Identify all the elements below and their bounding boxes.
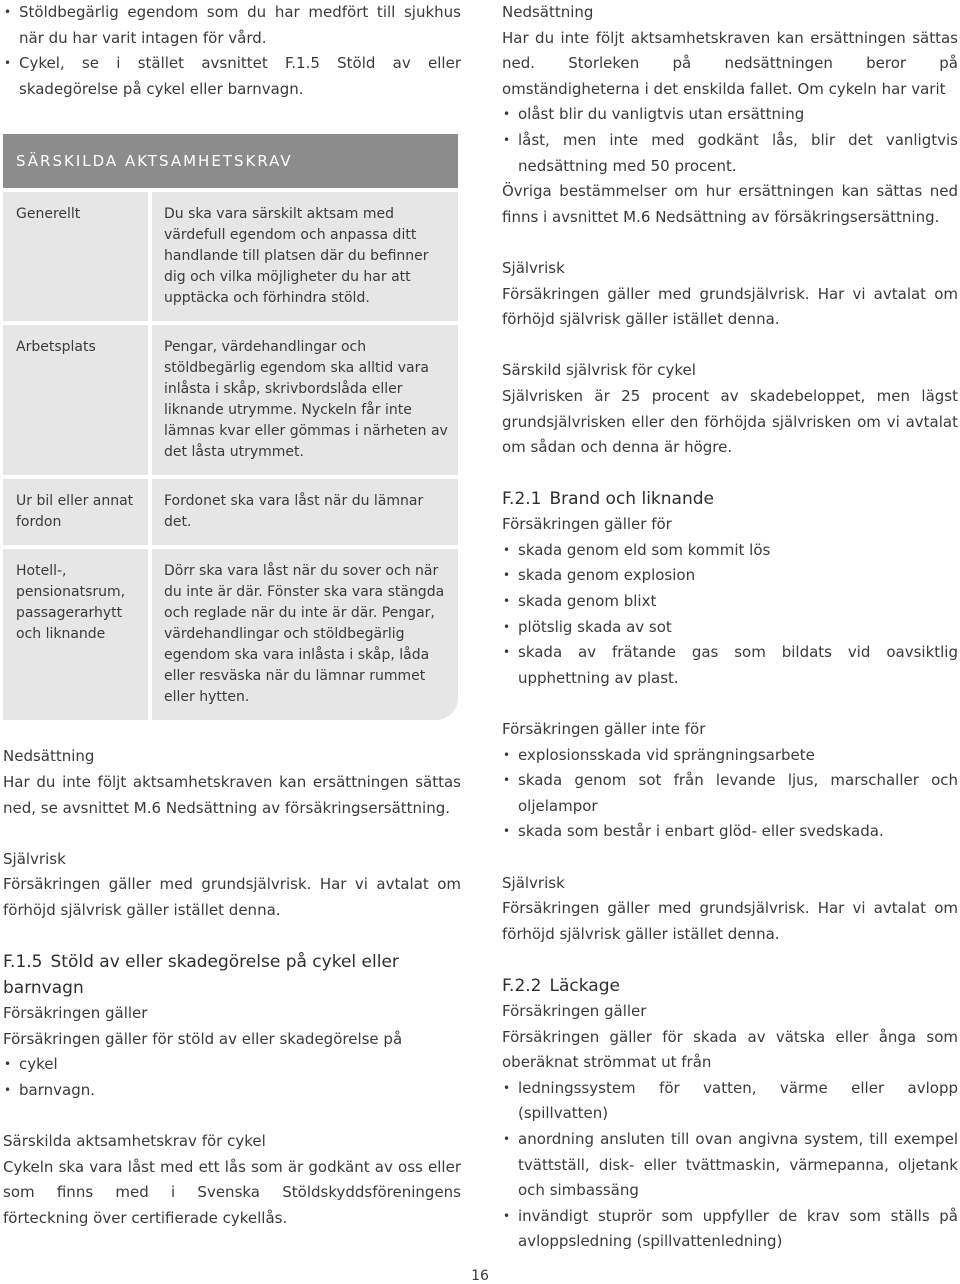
panel-row-text: Fordonet ska vara låst när du lämnar det. xyxy=(164,493,424,531)
paragraph: Försäkringen gäller för stöld av eller skadegörelse på xyxy=(3,1029,403,1048)
panel-row-label: Ur bil eller annat fordon xyxy=(3,479,152,545)
paragraph: Cykeln ska vara låst med ett lås som är godkänt av oss eller som finns med i Svenska Stöldskyddsföreningens förteckning över certifierade cykellås. xyxy=(3,1157,461,1227)
panel-title: SÄRSKILDA AKTSAMHETSKRAV xyxy=(3,134,458,188)
panel-row-text: Pengar, värdehandlingar och stöldbegärlig egendom ska alltid vara inlåsta i skåp, skrivbordslåda eller liknande utrymme. Nyckeln får inte lämnas kvar eller gömmas i närheten av det låsta utrymmet. xyxy=(164,339,448,461)
bullet-list xyxy=(502,538,958,692)
paragraph: Försäkringen gäller med grundsjälvrisk. Har vi avtalat om förhöjd självrisk gäller istället denna. xyxy=(502,284,958,329)
section-heading xyxy=(3,949,461,1001)
subheading: Särskild självrisk för cykel xyxy=(502,361,696,380)
list-item: • anordning ansluten till ovan angivna system, till exempel tvättställ, disk- eller tvättmaskin, värmepanna, oljetank och simbassäng xyxy=(502,1127,958,1204)
list-item: • skada som består i enbart glöd- eller svedskada. xyxy=(502,819,958,845)
paragraph: Har du inte följt aktsamhetskraven kan ersättningen sättas ned, se avsnittet M.6 Nedsättning av försäkringsersättning. xyxy=(3,772,461,817)
list-item: • explosionsskada vid sprängningsarbete xyxy=(502,743,958,769)
panel-row xyxy=(3,321,458,475)
list-item: • låst, men inte med godkänt lås, blir det vanligtvis nedsättning med 50 procent. xyxy=(502,128,958,179)
panel-row-label: Hotell-, pensionatsrum, passagerarhytt och liknande xyxy=(3,549,152,720)
subheading: Självrisk xyxy=(502,873,565,892)
subheading: Nedsättning xyxy=(502,3,594,21)
subheading: Självrisk xyxy=(3,849,66,868)
panel-row xyxy=(3,545,458,720)
left-column xyxy=(3,0,461,1231)
paragraph: Självrisken är 25 procent av skadebeloppet, men lägst grundsjälvrisken eller den förhöjda självrisken om vi avtalat om sådan och denna är högre. xyxy=(502,386,958,457)
list-item: • cykel xyxy=(3,1052,461,1078)
list-item: • skada genom explosion xyxy=(502,563,958,589)
subheading: Försäkringen gäller inte för xyxy=(502,720,706,739)
paragraph: Försäkringen gäller för skada av vätska eller ånga som oberäknat strömmat ut från xyxy=(502,1027,958,1072)
panel-row xyxy=(3,475,458,545)
list-item: • skada genom blixt xyxy=(502,589,958,615)
section-title: Läckage xyxy=(549,975,620,996)
paragraph: Har du inte följt aktsamhetskraven kan ersättningen sättas ned. Storleken på nedsättningen beror på omständigheterna i det enskilda fallet. Om cykeln har varit xyxy=(502,28,958,98)
panel-row xyxy=(3,188,458,321)
list-item: • olåst blir du vanligtvis utan ersättning xyxy=(502,102,958,128)
section-number: F.2.2 xyxy=(502,975,542,996)
section-heading xyxy=(502,486,958,512)
bullet-list xyxy=(502,743,958,845)
panel-row-label: Arbetsplats xyxy=(3,325,152,475)
list-item: • plötslig skada av sot xyxy=(502,615,958,641)
panel-row-text: Du ska vara särskilt aktsam med värdefull egendom och anpassa ditt handlande till platsen där du befinner dig och vilka möjligheter du har att upptäcka och förhindra stöld. xyxy=(164,206,429,307)
list-item: • ledningssystem för vatten, värme eller avlopp (spillvatten) xyxy=(502,1076,958,1127)
list-item: • invändigt stuprör som uppfyller de krav som ställs på avloppsledning (spillvattenledning) xyxy=(502,1204,958,1255)
list-item: • Stöldbegärlig egendom som du har medfört till sjukhus när du har varit intagen för vård. xyxy=(3,0,461,51)
paragraph: Försäkringen gäller med grundsjälvrisk. Har vi avtalat om förhöjd självrisk gäller istället denna. xyxy=(3,875,461,919)
bullet-list xyxy=(3,1052,461,1103)
page-number: 16 xyxy=(471,1268,489,1284)
subheading: Försäkringen gäller xyxy=(3,1004,148,1023)
aktsamhetskrav-panel xyxy=(3,134,458,720)
section-title: Stöld av eller skadegörelse på cykel eller barnvagn xyxy=(3,952,399,999)
list-item: • skada av frätande gas som bildats vid oavsiktlig upphettning av plast. xyxy=(502,640,958,691)
panel-row-label: Generellt xyxy=(3,192,152,321)
paragraph: Försäkringen gäller med grundsjälvrisk. Har vi avtalat om förhöjd självrisk gäller istället denna. xyxy=(502,899,958,943)
bullet-list xyxy=(502,1076,958,1255)
list-item: • skada genom eld som kommit lös xyxy=(502,538,958,564)
list-item: • barnvagn. xyxy=(3,1078,461,1104)
subheading: Självrisk xyxy=(502,258,565,277)
subheading: Särskilda aktsamhetskrav för cykel xyxy=(3,1132,266,1151)
subheading: Nedsättning xyxy=(3,747,95,766)
panel-row-text: Dörr ska vara låst när du sover och när du inte är där. Fönster ska vara stängda och reglade när du inte är där. Pengar, värdehandlingar och stöldbegärlig egendom ska vara inlåsta i skåp, låda eller resväska när du lämnar rummet eller hytten. xyxy=(164,563,445,706)
section-heading xyxy=(502,973,958,999)
list-item: • skada genom sot från levande ljus, marschaller och oljelampor xyxy=(502,768,958,819)
section-number: F.1.5 xyxy=(3,952,43,973)
subheading: Försäkringen gäller xyxy=(502,1001,647,1020)
right-column xyxy=(502,0,958,1255)
subheading: Försäkringen gäller för xyxy=(502,515,672,534)
top-bullet-list xyxy=(3,0,461,102)
bullet-list xyxy=(502,102,958,179)
paragraph: Övriga bestämmelser om hur ersättningen kan sättas ned finns i avsnittet M.6 Nedsättning av försäkringsersättning. xyxy=(502,182,958,226)
list-item: • Cykel, se i stället avsnittet F.1.5 Stöld av eller skadegörelse på cykel eller barnvagn. xyxy=(3,51,461,102)
section-title: Brand och liknande xyxy=(549,489,714,510)
section-number: F.2.1 xyxy=(502,489,542,510)
